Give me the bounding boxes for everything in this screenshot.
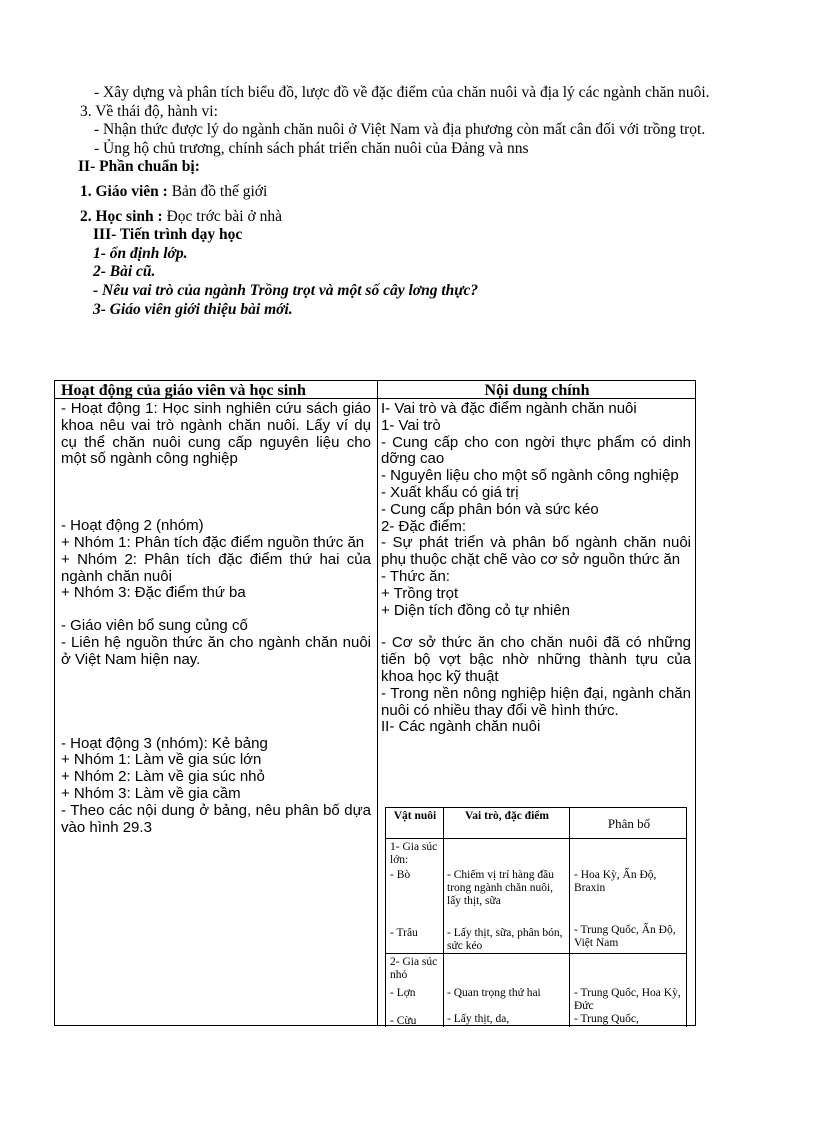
column-divider (377, 381, 378, 1025)
activity-2: - Hoạt động 2 (nhóm) (61, 517, 204, 535)
sub-header-role: Vai trò, đặc điểm (465, 810, 549, 822)
section-preparation: II- Phần chuẩn bị: (78, 158, 200, 176)
role-1: - Cung cấp cho con ngời thực phẩm có dinh dỡng cao (381, 433, 691, 468)
section-role-features: I- Vai trò và đặc điểm ngành chăn nuôi (381, 400, 637, 417)
spacer (61, 468, 371, 518)
feature-1: - Sự phát triển và phân bố ngành chăn nuôi phụ thuộc chặt chẽ vào cơ sở nguồn thức ăn (381, 534, 691, 569)
animal-sheep: - Cừu (390, 1015, 417, 1027)
step-1: 1- ổn định lớp. (93, 244, 188, 262)
buffalo-role: - Lấy thịt, sữa, phân bón, sức kéo (447, 927, 563, 952)
feed-crops: + Trồng trọt (381, 584, 459, 602)
pig-distribution: - Trung Quốc, Hoa Kỳ, Đức (574, 987, 681, 1012)
teacher-line (60, 183, 710, 202)
feed-grassland: + Diện tích đồng cỏ tự nhiên (381, 601, 570, 619)
livestock-table (385, 807, 687, 1027)
sub-header-animal: Vật nuôi (393, 810, 437, 822)
sub-header-distribution: Phân bố (607, 816, 651, 831)
teacher-reinforce: - Giáo viên bổ sung củng cố (61, 617, 248, 635)
role-4: - Cung cấp phân bón và sức kéo (381, 500, 599, 518)
header-activities: Hoạt động của giáo viên và học sinh (61, 382, 306, 399)
animal-buffalo: - Trâu (390, 927, 418, 939)
pig-role: - Quan trọng thứ hai (447, 987, 541, 999)
attitude-heading: 3. Về thái độ, hành vi: (80, 102, 218, 120)
group-2-task: + Nhóm 2: Làm về gia súc nhỏ (61, 768, 265, 786)
distribution-task: - Theo các nội dung ở bảng, nêu phân bố dựa vào hình 29.3 (61, 801, 371, 836)
spacer (381, 619, 691, 635)
step-3: 3- Giáo viên giới thiệu bài mới. (93, 300, 293, 318)
attitude-line-1: - Nhận thức được lý do ngành chăn nuôi ở Việt Nam và địa phương còn mất cân đối với trồng trọt. (94, 121, 706, 139)
student-label: 2. Học sinh : (80, 207, 163, 225)
old-lesson-question: - Nêu vai trò của ngành Trồng trọt và một số cây lơng thực? (93, 281, 479, 299)
feed-heading: - Thức ăn: (381, 567, 450, 585)
skill-line: - Xây dựng và phân tích biểu đồ, lược đồ về đặc điểm của chăn nuôi và địa lý các ngành chăn nuôi. (94, 84, 710, 101)
content-column (381, 401, 691, 736)
step-2: 2- Bài cũ. (93, 263, 156, 281)
animal-pig: - Lợn (390, 987, 416, 999)
features-heading: 2- Đặc điểm: (381, 517, 467, 535)
table-header (55, 381, 695, 399)
student-line (60, 208, 710, 227)
cattle-role: - Chiếm vị trí hàng đầu trong ngành chăn nuôi, lấy thịt, sữa (447, 869, 554, 907)
activity-3: - Hoạt động 3 (nhóm): Kẻ bảng (61, 734, 268, 752)
activities-column (61, 401, 371, 836)
intro-section (60, 84, 710, 319)
sub-divider-1 (443, 808, 444, 1027)
vietnam-link: - Liên hệ nguồn thức ăn cho ngành chăn nuôi ở Việt Nam hiện nay. (61, 633, 371, 668)
sheep-role: - Lấy thịt, da, (447, 1013, 510, 1025)
sheep-distribution: - Trung Quốc, (574, 1013, 639, 1025)
group-3: + Nhóm 3: Đặc điểm thứ ba (61, 584, 246, 602)
spacer (61, 602, 371, 618)
buffalo-distribution: - Trung Quốc, Ấn Độ, Việt Nam (574, 924, 676, 949)
teacher-text: Bản đồ thế giới (167, 182, 268, 200)
group-2: + Nhóm 2: Phân tích đặc điểm thứ hai của ngành chăn nuôi (61, 550, 371, 585)
teacher-label: 1. Giáo viên : (80, 182, 168, 200)
group-1-task: + Nhóm 1: Làm về gia súc lớn (61, 751, 262, 769)
sub-divider-2 (569, 808, 570, 1027)
feature-3: - Trong nền nông nghiệp hiện đại, ngành chăn nuôi có nhiều thay đổi về hình thức. (381, 684, 691, 719)
student-text: Đọc trớc bài ở nhà (162, 207, 282, 225)
activity-1: - Hoạt động 1: Học sinh nghiên cứu sách giáo khoa nêu vai trò ngành chăn nuôi. Lấy ví dụ cụ thể chăn nuôi cung cấp nguyên liệu cho một số ngành công nghiệp (61, 400, 371, 468)
sub-row-line (386, 953, 686, 954)
feature-2: - Cơ sở thức ăn cho chăn nuôi đã có những tiến bộ vợt bậc nhờ những thành tựu của khoa học kỹ thuật (381, 634, 691, 685)
group-3-task: + Nhóm 3: Làm về gia cầm (61, 784, 241, 802)
spacer (61, 669, 371, 736)
group-1: + Nhóm 1: Phân tích đặc điểm nguồn thức ăn (61, 533, 365, 551)
lesson-table (54, 380, 696, 1026)
sub-header-line (386, 838, 686, 839)
section-livestock: II- Các ngành chăn nuôi (381, 718, 541, 736)
animal-cattle: - Bò (390, 869, 411, 881)
group-small-livestock: 2- Gia súc nhỏ (390, 956, 438, 981)
section-process: III- Tiến trình dạy học (93, 226, 243, 244)
attitude-line-2: - Ủng hộ chủ trương, chính sách phát triển chăn nuôi của Đảng và nns (94, 139, 529, 157)
group-large-livestock: 1- Gia súc lớn: (390, 841, 438, 866)
cattle-distribution: - Hoa Kỳ, Ấn Độ, Braxin (574, 869, 657, 894)
header-content: Nội dung chính (484, 382, 590, 399)
role-3: - Xuất khẩu có giá trị (381, 483, 519, 501)
role-heading: 1- Vai trò (381, 416, 441, 434)
role-2: - Nguyên liệu cho một số ngành công nghiệp (381, 467, 679, 485)
